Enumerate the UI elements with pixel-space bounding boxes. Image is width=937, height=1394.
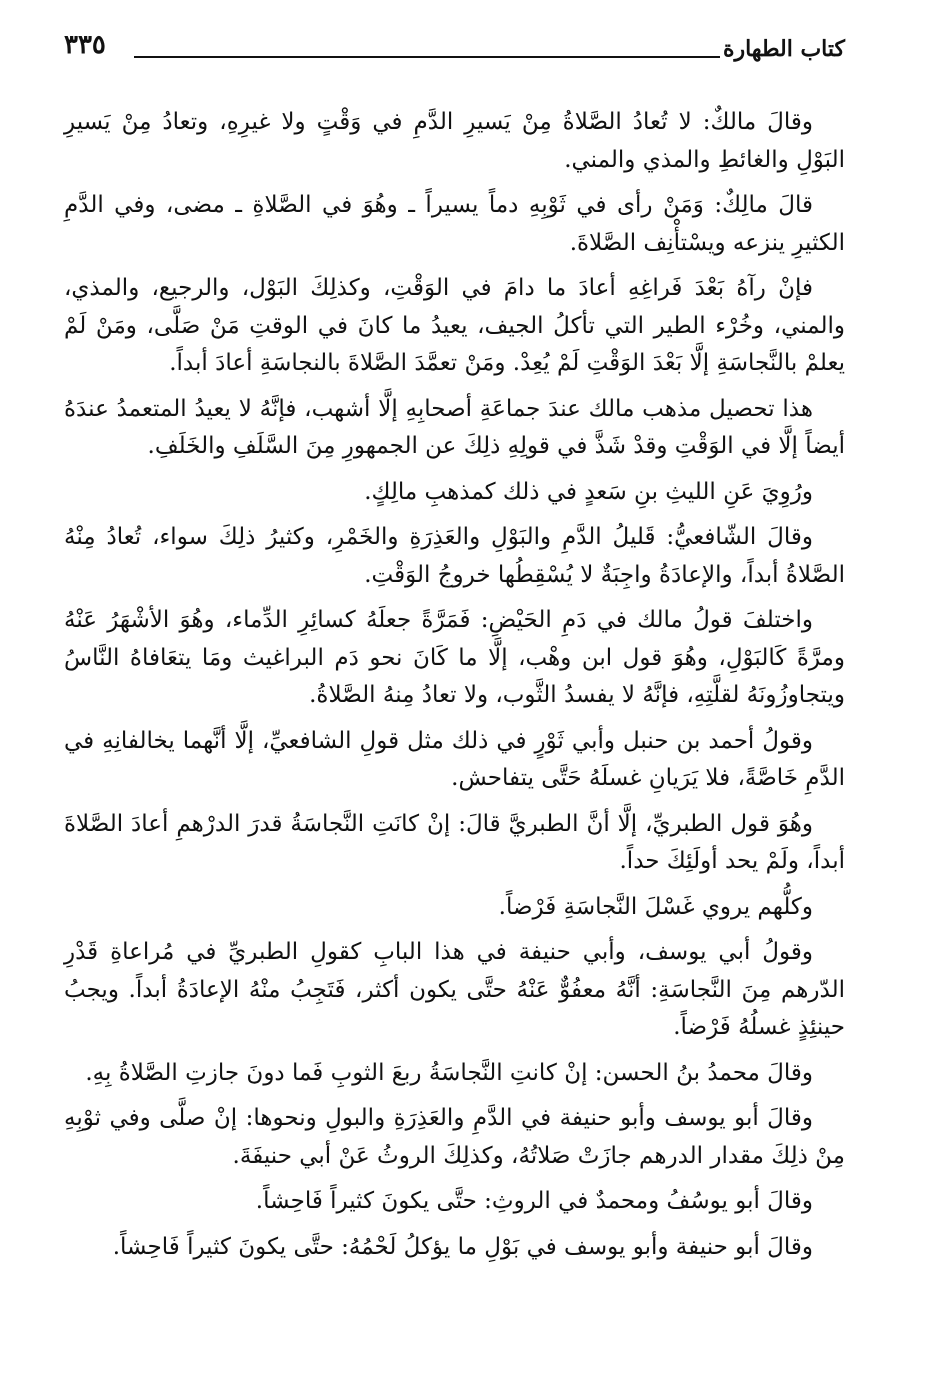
paragraph: وهُوَ قول الطبريِّ، إلَّا أنَّ الطبريَّ قالَ: إنْ كانَتِ النَّجاسَةُ قدرَ الدرْهمِ أعادَ الصَّلاةَ أبداً، ولَمْ يحد أولَئِكَ حداً. bbox=[64, 810, 845, 874]
paragraph: وقالَ أبو يوسُفُ ومحمدٌ في الروثِ: حتَّى يكونَ كثيراً فَاحِشاً. bbox=[255, 1188, 813, 1214]
paragraph: ورُوِيَ عَنِ الليثِ بنِ سَعدٍ في ذلك كمذهبِ مالِكٍ. bbox=[364, 478, 813, 505]
paragraph: وقولُ أحمد بن حنبل وأبي ثَوْرٍ في ذلك مثل قولِ الشافعيِّ، إلَّا أنَّهما يخالفانِهِ في الدَّمِ خَاصَّةً، فلا يَرَيانِ غسلَهُ حَتَّى يتفاحش. bbox=[64, 727, 845, 791]
paragraph: وقالَ الشّافعيُّ: قَليلُ الدَّمِ والبَوْلِ والعَذِرَةِ والخَمْرِ، وكثيرُ ذلِكَ سواء، تُعادُ مِنْهُ الصَّلاةُ أبداً، والإعادَةُ واجِبَةٌ لا يُسْقِطُها خروجُ الوَقْتِ. bbox=[64, 524, 845, 588]
paragraph: فإنْ رآهُ بَعْدَ فَراغِهِ أعادَ ما دامَ في الوَقْتِ، وكذلِكَ البَوْل، والرجيع، والمذي، والمني، وخُرْء الطير التي تأكلُ الجيف، يعيدُ ما كانَ في الوقتِ مَنْ صَلَّى، ومَنْ لَمْ يعلمْ بالنَّجاسَةِ إلَّا بَعْدَ الوَقْتِ لَمْ يُعِدْ. ومَنْ تعمَّدَ الصَّلاةَ بالنجاسَةِ أعادَ أبداً. bbox=[64, 275, 845, 376]
main-text bbox=[64, 104, 845, 1266]
paragraph: وقالَ محمدُ بنُ الحسن: إنْ كانتِ النَّجاسَةُ ربعَ الثوبِ فَما دونَ جازتِ الصَّلاةُ بِهِ. bbox=[85, 1059, 813, 1086]
paragraph: واختلفَ قولُ مالك في دَمِ الحَيْضِ: فَمَرَّةً جعلَهُ كسائِرِ الدِّماء، وهُوَ الأشْهَرُ عَنْهُ ومرَّةً كَالبَوْلِ، وهُوَ قول ابن وهْب، إلَّا ما كَانَ نحو دَم البراغيث ومَا يتعَافاهُ النَّاسُ ويتجاوزُونَهُ لقلَّتِهِ، فإنَّهُ لا يفسدُ الثَّوب، ولا تعادُ مِنهُ الصَّلاةُ. bbox=[64, 607, 845, 708]
header-rule bbox=[134, 56, 720, 58]
page-header bbox=[64, 30, 845, 72]
paragraph: هذا تحصيل مذهب مالك عندَ جماعَةِ أصحابِهِ إلَّا أشهب، فإنَّهُ لا يعيدُ المتعمدُ عندَهُ أيضاً إلَّا في الوَقْتِ وقدْ شَذَّ في قولِهِ ذلِكَ عن الجمهورِ مِنَ السَّلَفِ والخَلَفِ. bbox=[64, 395, 845, 459]
paragraph: وكلُّهم يروي غَسْلَ النَّجاسَةِ فَرْضاً. bbox=[498, 893, 813, 920]
paragraph: وقولُ أبي يوسف، وأبي حنيفة في هذا البابِ كقولِ الطبريِّ في مُراعاةِ قَدْرِ الدّرهم مِنَ النَّجاسَةِ: أنَّهُ معفُوٌّ عَنْهُ حتَّى يكون أكثر، فَتَجِبُ منْهُ الإعادَةُ أبداً. ويجبُ حينئِذٍ غسلُهُ فَرْضاً. bbox=[64, 939, 845, 1040]
page-number: ٣٣٥ bbox=[64, 30, 106, 60]
running-title: كتاب الطهارة bbox=[722, 36, 845, 62]
paragraph: وقالَ أبو يوسف وأبو حنيفة في الدَّمِ والعَذِرَةِ والبولِ ونحوها: إنْ صلَّى وفي ثوْبِهِ مِنْ ذلِكَ مقدار الدرهم جازَتْ صَلاتُهُ، وكذلِكَ الروثُ عَنْ أبي حنيفَةَ. bbox=[64, 1105, 845, 1169]
paragraph: قالَ مالِكٌ: وَمَنْ رأى في ثَوْبِهِ دماً يسيراً ـ وهُوَ في الصَّلاةِ ـ مضى، وفي الدَّمِ الكثيرِ ينزعه ويسْتأْنِف الصَّلاةَ. bbox=[64, 192, 845, 256]
paragraph: وقالَ أبو حنيفة وأبو يوسف في بَوْلِ ما يؤكلُ لَحْمُهُ: حتَّى يكونَ كثيراً فَاحِشاً. bbox=[112, 1233, 813, 1260]
paragraph: وقالَ مالكٌ: لا تُعادُ الصَّلاةُ مِنْ يَسيرِ الدَّمِ في وَقْتٍ ولا غيرِهِ، وتعادُ مِنْ يَسيرِ البَوْلِ والغائطِ والمذي والمني. bbox=[64, 109, 845, 173]
